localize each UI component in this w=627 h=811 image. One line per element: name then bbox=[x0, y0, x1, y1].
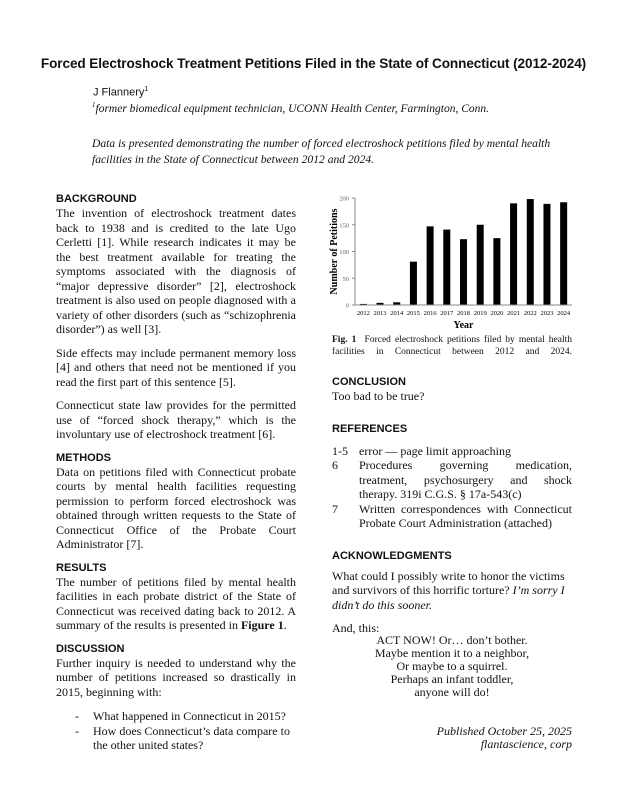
figure-1-chart bbox=[327, 190, 577, 340]
dash-bullet: - bbox=[75, 709, 79, 723]
conclusion-heading: CONCLUSION bbox=[332, 376, 406, 388]
x-tick-label: 2017 bbox=[440, 310, 454, 317]
reference-text: error — page limit approaching bbox=[359, 443, 511, 458]
conclusion-paragraph: Too bad to be true? bbox=[332, 389, 425, 403]
background-paragraph-3: Connecticut state law provides for the permitted use of “forced shock therapy,” which is the involuntary use of electroshock treatment [6]. bbox=[56, 398, 296, 441]
acknowledgments-heading: ACKNOWLEDGMENTS bbox=[332, 549, 452, 562]
acknowledgments-paragraph-2: And, this: bbox=[332, 621, 380, 635]
x-tick-label: 2024 bbox=[557, 310, 571, 317]
affiliation-text: former biomedical equipment technician, UCONN Health Center, Farmington, Conn. bbox=[95, 102, 490, 115]
bar-2022 bbox=[527, 199, 534, 305]
right-column bbox=[332, 375, 572, 636]
discussion-list-item bbox=[56, 709, 296, 724]
background-paragraph-2: Side effects may include permanent memory loss [4] and others that need not be mentioned if you read the first part of this sentence [5]. bbox=[56, 345, 296, 389]
bar-chart bbox=[327, 190, 577, 340]
background-heading: BACKGROUND bbox=[56, 193, 137, 205]
poem-line: Maybe mention it to a neighbor, bbox=[374, 646, 530, 660]
publisher: flantascience, corp bbox=[480, 737, 572, 751]
bar-2015 bbox=[410, 262, 417, 305]
x-tick-label: 2015 bbox=[406, 310, 420, 317]
x-tick-label: 2018 bbox=[457, 310, 470, 317]
acknowledgments-paragraph bbox=[332, 569, 572, 613]
y-tick-label: 50 bbox=[342, 275, 349, 283]
figure-caption bbox=[332, 334, 572, 358]
results-period: . bbox=[283, 618, 287, 632]
y-axis-label: Number of Petitions bbox=[329, 208, 340, 295]
publication-info bbox=[437, 725, 572, 751]
reference-number: 1-5 bbox=[332, 443, 348, 458]
bar-2020 bbox=[493, 238, 500, 305]
abstract: Data is presented demonstrating the number of forced electroshock petitions filed by mental health facilities in the State of Connecticut between 2012 and 2024. bbox=[92, 137, 551, 166]
author bbox=[93, 86, 148, 99]
x-tick-label: 2022 bbox=[523, 310, 537, 317]
discussion-item-text: How does Connecticut’s data compare to the other united states? bbox=[93, 723, 290, 752]
x-tick-label: 2023 bbox=[540, 310, 554, 317]
bar-2016 bbox=[427, 226, 434, 305]
acknowledgments-text: What could I possibly write to honor the victims and survivors of this horrific torture? bbox=[332, 568, 565, 597]
x-tick-label: 2021 bbox=[507, 310, 521, 317]
bar-2017 bbox=[443, 230, 450, 305]
poem-line: Perhaps an infant toddler, bbox=[390, 672, 514, 686]
paper-title: Forced Electroshock Treatment Petitions Filed in the State of Connecticut (2012-2024) bbox=[40, 56, 587, 71]
author-name: J Flannery bbox=[93, 86, 145, 99]
discussion-paragraph: Further inquiry is needed to understand why the number of petitions increased so drastically in 2015, beginning with: bbox=[56, 655, 296, 699]
caption-label: Fig. 1 bbox=[332, 335, 357, 345]
y-tick-label: 150 bbox=[339, 222, 349, 230]
discussion-list-item bbox=[56, 724, 296, 753]
caption-text: Forced electroshock petitions filed by mental health facilities in Connecticut between 2012 and 2024. bbox=[332, 335, 572, 357]
reference-text: Procedures governing medication, treatment, psychosurgery and shock therapy. 319i C.G.S. § 17a-543(c) bbox=[359, 458, 572, 501]
discussion-heading: DISCUSSION bbox=[56, 642, 125, 655]
bar-2023 bbox=[543, 204, 550, 305]
poem-line: Or maybe to a squirrel. bbox=[396, 659, 508, 673]
bar-2019 bbox=[477, 225, 484, 305]
x-tick-label: 2012 bbox=[356, 310, 370, 317]
x-tick-label: 2013 bbox=[373, 310, 387, 317]
reference-text: Written correspondences with Connecticut Probate Court Administration (attached) bbox=[359, 501, 572, 530]
poem bbox=[332, 634, 572, 699]
affiliation-superscript: 1 bbox=[92, 101, 96, 109]
left-column bbox=[56, 192, 296, 753]
published-date: Published October 25, 2025 bbox=[436, 724, 572, 738]
y-tick-label: 100 bbox=[339, 249, 349, 256]
references-list bbox=[332, 444, 572, 531]
x-tick-label: 2019 bbox=[473, 310, 487, 317]
background-paragraph-1: The invention of electroshock treatment dates back to 1938 and is credited to the late Ugo Cerletti [1]. While research indicates it may be the best treatment available for treating the symptoms associated with the diagnosis of “major depressive disorder” [2], electroshock treatment is also used on people diagnosed with a variety of other disorders (such as “schizophrenia disorder”) as well [3]. bbox=[56, 206, 296, 336]
reference-item bbox=[332, 458, 572, 502]
methods-heading: METHODS bbox=[56, 451, 111, 464]
acknowledgments-italic: I’m sorry I didn’t do this sooner. bbox=[332, 583, 565, 612]
x-tick-label: 2016 bbox=[423, 310, 437, 317]
reference-number: 6 bbox=[332, 458, 338, 472]
reference-item bbox=[332, 444, 572, 459]
x-axis-label: Year bbox=[453, 320, 474, 331]
reference-item bbox=[332, 502, 572, 531]
results-paragraph bbox=[56, 575, 296, 633]
references-heading: REFERENCES bbox=[332, 422, 408, 435]
discussion-item-text: What happened in Connecticut in 2015? bbox=[93, 709, 286, 723]
results-heading: RESULTS bbox=[56, 561, 107, 574]
reference-number: 7 bbox=[332, 501, 338, 516]
dash-bullet: - bbox=[75, 723, 79, 738]
results-text: The number of petitions filed by mental health facilities in each probate district of the State of Connecticut was received dating back to 2012. A summary of the results is presented in bbox=[56, 574, 296, 632]
poem-line: anyone will do! bbox=[414, 685, 490, 699]
bar-2018 bbox=[460, 239, 467, 305]
x-tick-label: 2020 bbox=[490, 310, 504, 317]
poem-line: ACT NOW! Or… don’t bother. bbox=[376, 633, 528, 647]
y-tick-label: 0 bbox=[345, 302, 349, 310]
bar-2024 bbox=[560, 202, 567, 305]
bar-2021 bbox=[510, 203, 517, 305]
author-superscript: 1 bbox=[144, 86, 149, 93]
methods-paragraph: Data on petitions filed with Connecticut probate courts by mental health facilities requesting permission to perform forced electroshock was obtained through written requests to the State of Connecticut Office of the Probate Court Administrator [7]. bbox=[56, 464, 296, 551]
x-tick-label: 2014 bbox=[390, 310, 404, 317]
affiliation bbox=[92, 101, 489, 115]
figure-reference: Figure 1 bbox=[240, 618, 284, 632]
discussion-list bbox=[56, 709, 296, 753]
y-tick-label: 200 bbox=[339, 195, 349, 203]
